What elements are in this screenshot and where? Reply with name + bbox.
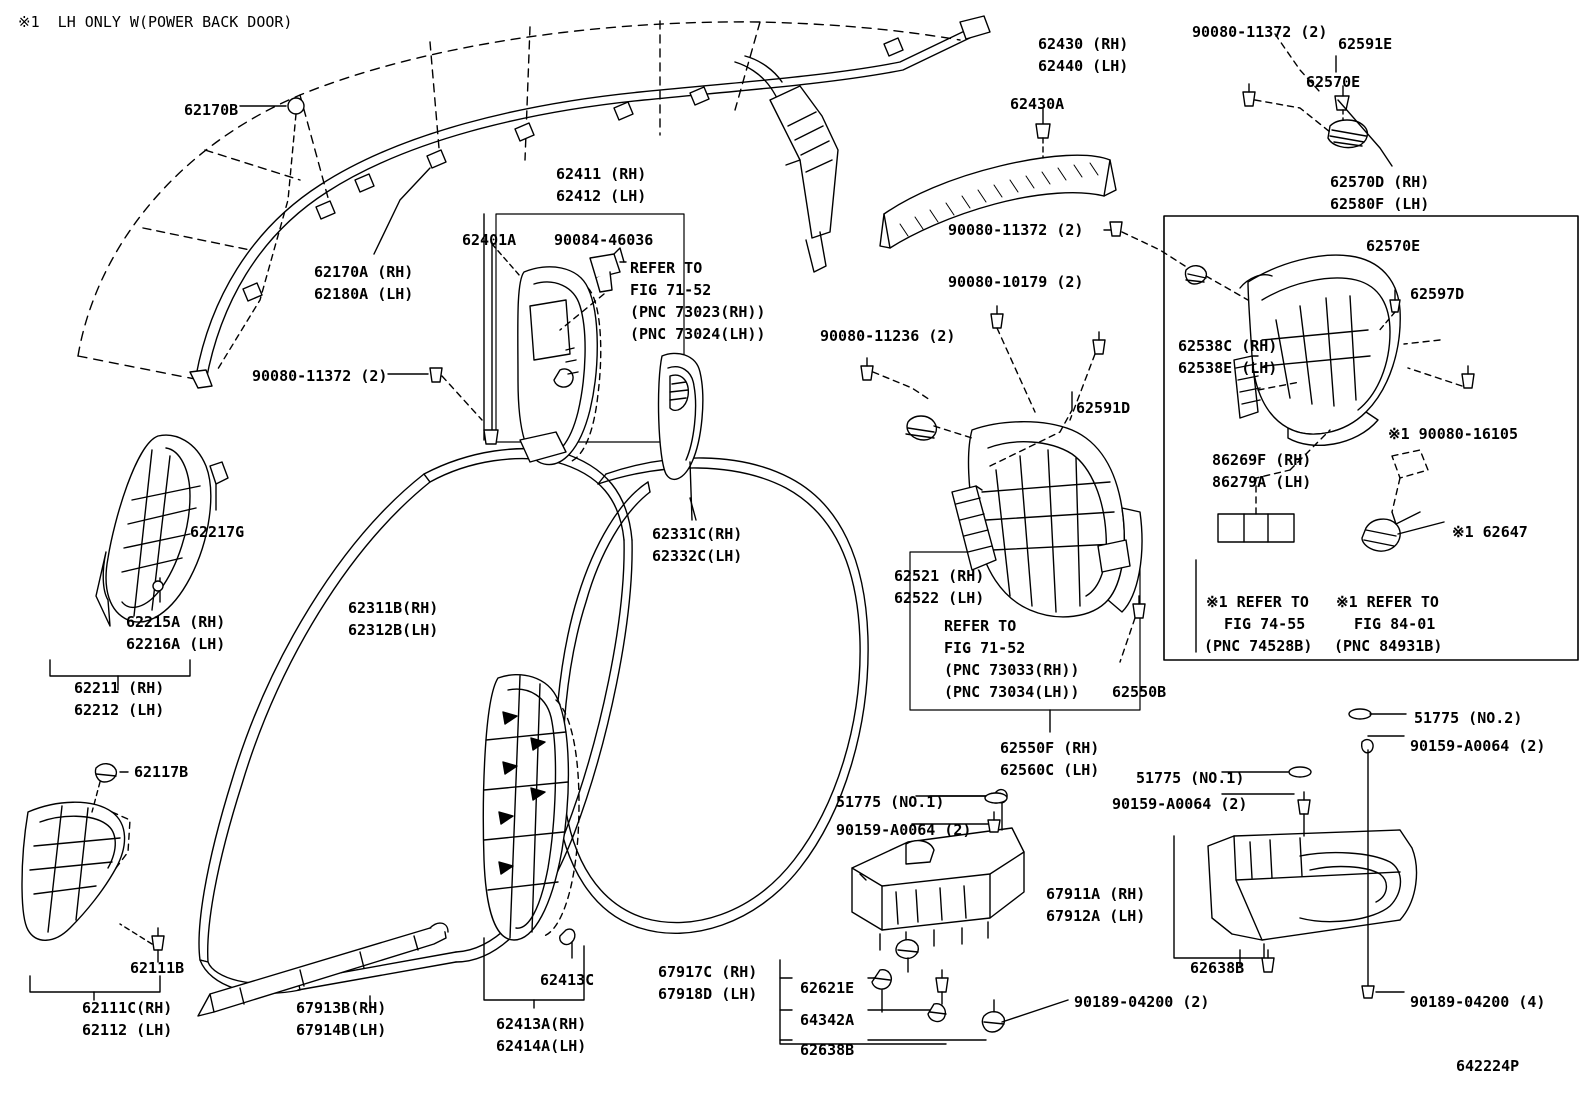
part-62311B: 62311B(RH) [348,599,439,617]
part-90189-04200-2: 90189-04200 (2) [1074,993,1210,1011]
part-90084-46036: 90084-46036 [554,231,654,249]
part-62215A: 62215A (RH) [126,613,226,631]
part-86279A: 86279A (LH) [1212,473,1312,491]
part-62117B: 62117B [134,763,189,781]
part-51775-no2: 51775 (NO.2) [1414,709,1523,727]
part-90080-11372-topright: 90080-11372 (2) [1192,23,1328,41]
part-51775-no1-right: 51775 (NO.1) [1136,769,1245,787]
refer-fig71-52-a-line2: FIG 71-52 [630,281,712,299]
refer-fig71-52-a-line1: REFER TO [630,259,703,277]
part-62597D: 62597D [1410,285,1465,303]
refer-fig71-52-a-line3: (PNC 73023(RH)) [630,303,766,321]
part-62331C: 62331C(RH) [652,525,743,543]
part-51775-no1-left: 51775 (NO.1) [836,793,945,811]
part-62522: 62522 (LH) [894,589,985,607]
part-90080-11236: 90080-11236 (2) [820,327,956,345]
part-62413A: 62413A(RH) [496,1015,587,1033]
part-62211: 62211 (RH) [74,679,165,697]
part-64342A: 64342A [800,1011,855,1029]
figure-id: 642224P [1456,1057,1520,1075]
part-90189-04200-4: 90189-04200 (4) [1410,993,1546,1011]
part-62412: 62412 (LH) [556,187,647,205]
part-62560C: 62560C (LH) [1000,761,1100,779]
part-67912A: 67912A (LH) [1046,907,1146,925]
part-62647: ※1 62647 [1452,523,1528,541]
part-62580F: 62580F (LH) [1330,195,1430,213]
part-62621E: 62621E [800,979,855,997]
part-90080-11372-left: 90080-11372 (2) [252,367,388,385]
part-62312B: 62312B(LH) [348,621,439,639]
part-62430: 62430 (RH) [1038,35,1129,53]
part-67918D: 67918D (LH) [658,985,758,1003]
part-62591D: 62591D [1076,399,1131,417]
part-62550B: 62550B [1112,683,1167,701]
part-90080-11372-mid: 90080-11372 (2) [948,221,1084,239]
part-62112: 62112 (LH) [82,1021,173,1039]
part-62332C: 62332C(LH) [652,547,743,565]
part-90159-A0064-right: 90159-A0064 (2) [1410,737,1546,755]
refer-fig71-52-b-line1: REFER TO [944,617,1017,635]
part-62414A: 62414A(LH) [496,1037,587,1055]
part-67914B: 67914B(LH) [296,1021,387,1039]
refer-fig71-52-b-line3: (PNC 73033(RH)) [944,661,1080,679]
part-90159-A0064-mid: 90159-A0064 (2) [1112,795,1248,813]
refer-fig74-55-line3: (PNC 74528B) [1204,637,1313,655]
part-62638B-bottom: 62638B [800,1041,855,1059]
part-62170B: 62170B [184,101,239,119]
part-62430A: 62430A [1010,95,1065,113]
part-90159-A0064-left: 90159-A0064 (2) [836,821,972,839]
note-power-back-door: ※1 LH ONLY W(POWER BACK DOOR) [18,13,293,31]
part-62170A: 62170A (RH) [314,263,414,281]
part-62570E-box: 62570E [1366,237,1421,255]
part-62111C: 62111C(RH) [82,999,173,1017]
part-67911A: 67911A (RH) [1046,885,1146,903]
part-90080-10179: 90080-10179 (2) [948,273,1084,291]
part-62401A: 62401A [462,231,517,249]
part-62538E: 62538E (LH) [1178,359,1278,377]
refer-fig84-01-line1: ※1 REFER TO [1336,593,1439,611]
refer-fig84-01-line2: FIG 84-01 [1354,615,1436,633]
part-62521: 62521 (RH) [894,567,985,585]
part-86269F: 86269F (RH) [1212,451,1312,469]
part-62216A: 62216A (LH) [126,635,226,653]
part-62440: 62440 (LH) [1038,57,1129,75]
part-62638B-right: 62638B [1190,959,1245,977]
part-67917C: 67917C (RH) [658,963,758,981]
refer-fig71-52-b-line4: (PNC 73034(LH)) [944,683,1080,701]
part-62550F: 62550F (RH) [1000,739,1100,757]
part-62411: 62411 (RH) [556,165,647,183]
part-62570D: 62570D (RH) [1330,173,1430,191]
part-62217G: 62217G [190,523,245,541]
part-67913B: 67913B(RH) [296,999,387,1017]
part-62180A: 62180A (LH) [314,285,414,303]
part-62111B: 62111B [130,959,185,977]
refer-fig84-01-line3: (PNC 84931B) [1334,637,1443,655]
refer-fig71-52-b-line2: FIG 71-52 [944,639,1026,657]
part-62538C: 62538C (RH) [1178,337,1278,355]
part-62591E: 62591E [1338,35,1393,53]
refer-fig74-55-line2: FIG 74-55 [1224,615,1306,633]
refer-fig71-52-a-line4: (PNC 73024(LH)) [630,325,766,343]
part-62212: 62212 (LH) [74,701,165,719]
refer-fig74-55-line1: ※1 REFER TO [1206,593,1309,611]
part-62570E-top: 62570E [1306,73,1361,91]
part-90080-16105: ※1 90080-16105 [1388,425,1518,443]
part-62413C: 62413C [540,971,595,989]
